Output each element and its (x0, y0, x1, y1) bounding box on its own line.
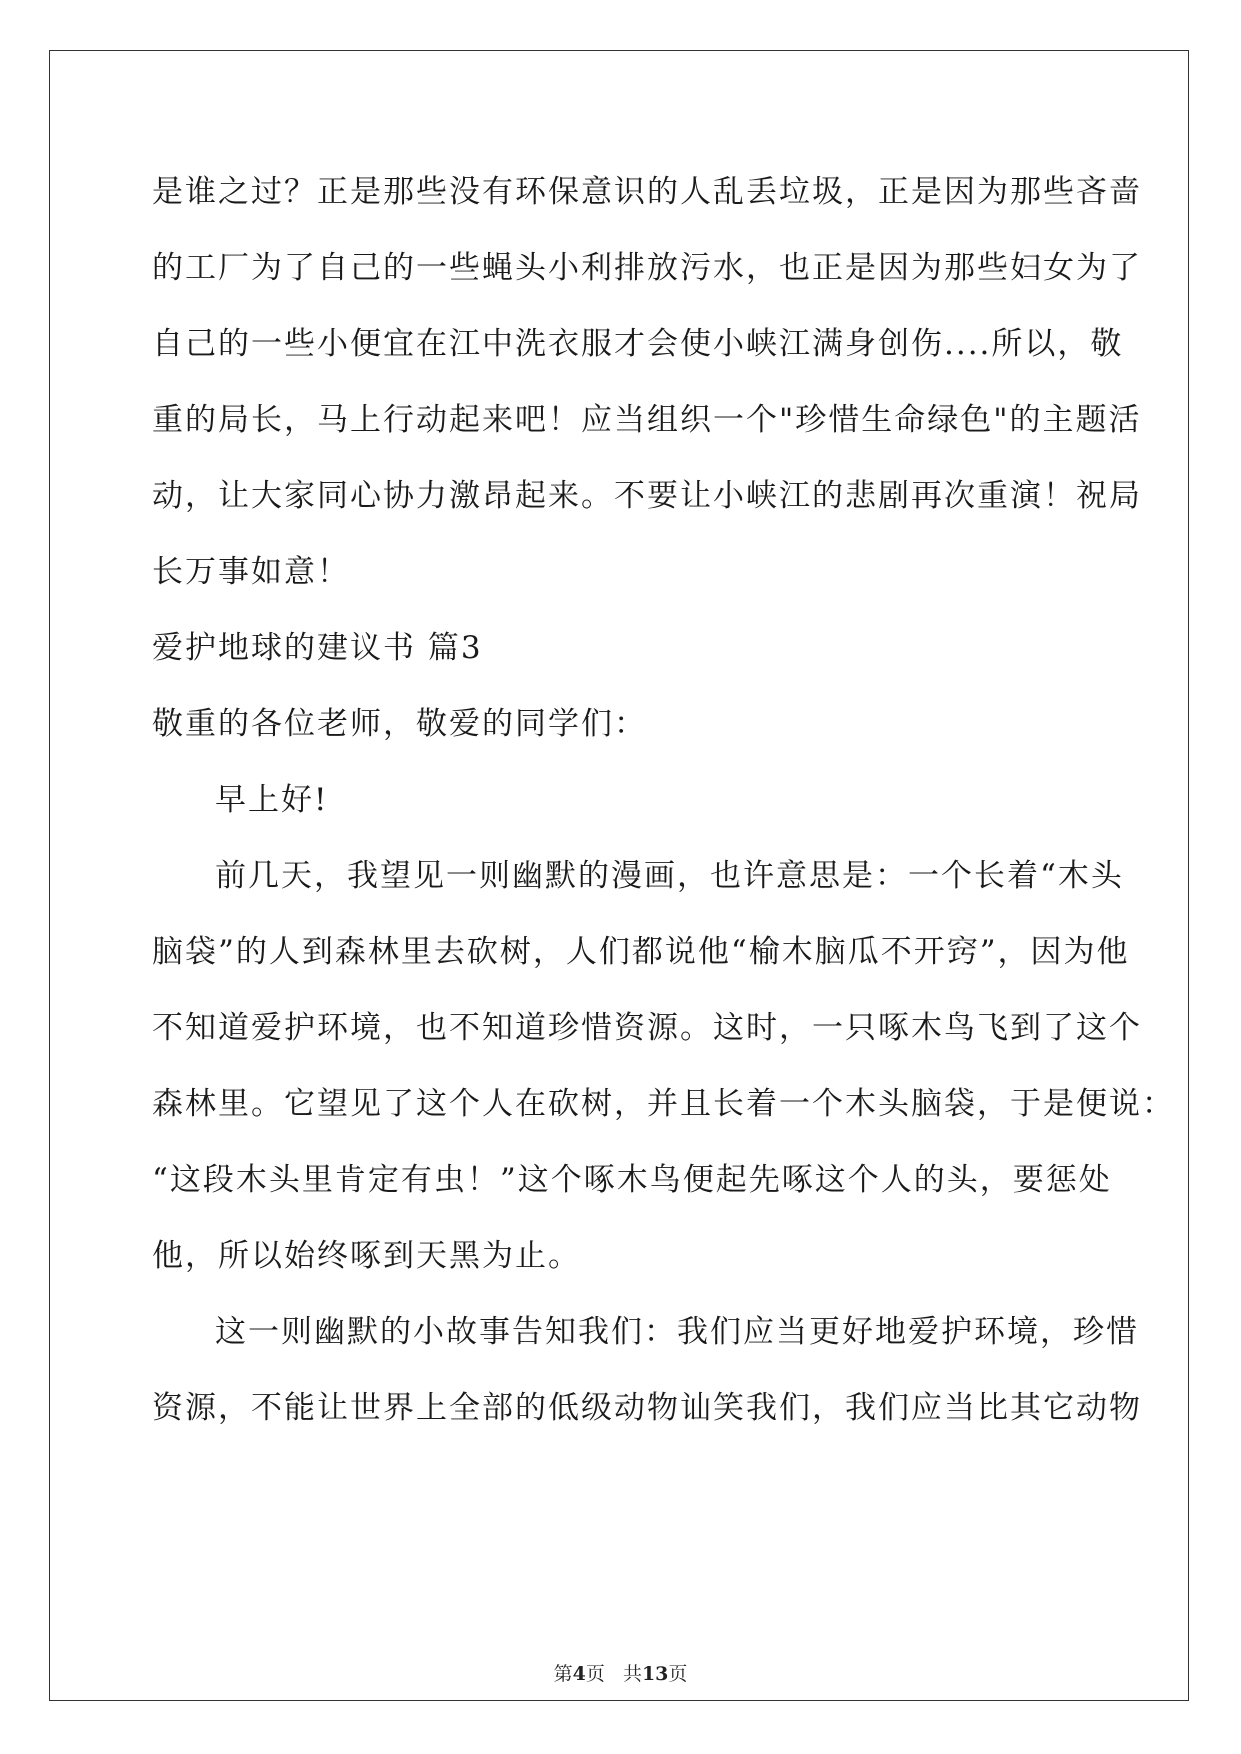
text-line: 自己的一些小便宜在江中洗衣服才会使小峡江满身创伤....所以，敬 (152, 326, 1124, 362)
page-footer (0, 1662, 1241, 1686)
footer-page-number: 4 (572, 1663, 586, 1685)
text-line: 他，所以始终啄到天黑为止。 (152, 1238, 581, 1274)
text-line: 森林里。它望见了这个人在砍树，并且长着一个木头脑袋，于是便说： (152, 1086, 1175, 1122)
footer-suffix: 页 (668, 1663, 688, 1685)
footer-middle: 页 共 (585, 1663, 642, 1685)
text-line: “这段木头里肯定有虫！”这个啄木鸟便起先啄这个人的头，要惩处 (152, 1162, 1112, 1198)
text-line: 资源，不能让世界上全部的低级动物讪笑我们，我们应当比其它动物 (152, 1390, 1142, 1426)
text-line: 这一则幽默的小故事告知我们：我们应当更好地爱护环境，珍惜 (215, 1314, 1139, 1350)
salutation: 敬重的各位老师，敬爱的同学们： (152, 706, 647, 742)
text-line: 前几天，我望见一则幽默的漫画，也许意思是：一个长着“木头 (215, 858, 1124, 894)
text-line: 动，让大家同心协力激昂起来。不要让小峡江的悲剧再次重演！祝局 (152, 478, 1142, 514)
text-line: 是谁之过？正是那些没有环保意识的人乱丢垃圾，正是因为那些吝啬 (152, 174, 1142, 210)
footer-prefix: 第 (553, 1663, 573, 1685)
text-line: 不知道爱护环境，也不知道珍惜资源。这时，一只啄木鸟飞到了这个 (152, 1010, 1142, 1046)
greeting: 早上好! (215, 782, 329, 818)
text-line: 脑袋”的人到森林里去砍树，人们都说他“榆木脑瓜不开窍”，因为他 (152, 934, 1130, 970)
text-line: 的工厂为了自己的一些蝇头小利排放污水，也正是因为那些妇女为了 (152, 250, 1142, 286)
text-line: 长万事如意！ (152, 554, 350, 590)
section-heading: 爱护地球的建议书 篇3 (152, 630, 483, 666)
footer-total-pages: 13 (641, 1663, 669, 1685)
text-line: 重的局长，马上行动起来吧！应当组织一个"珍惜生命绿色"的主题活 (152, 402, 1142, 438)
